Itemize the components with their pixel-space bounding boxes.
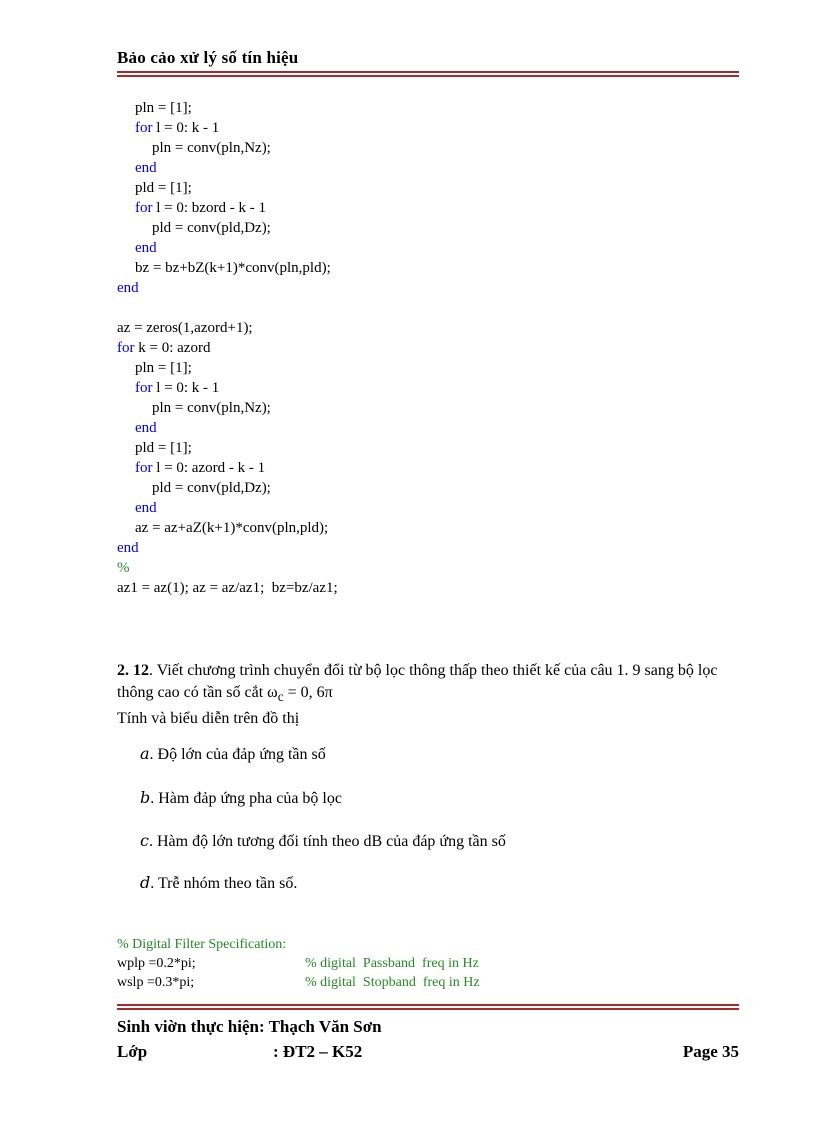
code-line: %	[117, 560, 130, 576]
code-line: end	[135, 160, 157, 176]
list-item: d. Trễ nhóm theo tần số.	[140, 873, 298, 892]
code-line: end	[135, 420, 157, 436]
code-line: end	[117, 280, 139, 296]
code-line: pln = [1];	[135, 100, 192, 116]
code-line: for l = 0: k - 1	[135, 380, 220, 396]
code-line: pld = conv(pld,Dz);	[152, 480, 271, 496]
exercise-number: 2. 12	[117, 662, 149, 679]
code-comment: % Digital Filter Specification:	[117, 937, 287, 952]
code-line: end	[135, 500, 157, 516]
code-line: pld = conv(pld,Dz);	[152, 220, 271, 236]
code-line: wplp =0.2*pi; % digital Passband freq in Hz	[117, 956, 479, 971]
code-line: end	[117, 540, 139, 556]
code-line: pld = [1];	[135, 440, 192, 456]
code-line: pln = conv(pln,Nz);	[152, 140, 271, 156]
code-line: end	[135, 240, 157, 256]
code-line: pld = [1];	[135, 180, 192, 196]
code-line: for l = 0: k - 1	[135, 120, 220, 136]
class-label: Lớp	[117, 1042, 148, 1061]
code-line: az = az+aZ(k+1)*conv(pln,pld);	[135, 520, 329, 536]
code-comment: % digital Stopband freq in Hz	[305, 975, 480, 990]
code-line: for k = 0: azord	[117, 340, 211, 356]
exercise-statement	[117, 660, 742, 708]
code-line: az1 = az(1); az = az/az1; bz=bz/az1;	[117, 580, 338, 596]
code-line: pln = [1];	[135, 360, 192, 376]
list-item: b. Hàm đảp ứng pha của bộ lọc	[140, 788, 342, 807]
list-item: c. Hàm độ lớn tương đối tính theo dB của đáp ứng tần số	[140, 831, 506, 850]
code-line: az = zeros(1,azord+1);	[117, 320, 253, 336]
list-item: a. Độ lớn của đảp ứng tần số	[140, 744, 326, 763]
header-rule	[117, 71, 739, 77]
code-block	[117, 98, 338, 598]
code-line: wslp =0.3*pi; % digital Stopband freq in Hz	[117, 975, 480, 990]
footer-class-row	[117, 1039, 739, 1064]
code-line: bz = bz+bZ(k+1)*conv(pln,pld);	[135, 260, 331, 276]
page-number: Page 35	[682, 1042, 739, 1061]
exercise-subtitle: Tính và biểu diễn trên đồ thị	[117, 710, 300, 728]
footer	[117, 1014, 739, 1064]
code-line: pln = conv(pln,Nz);	[152, 400, 271, 416]
exercise-text-2: = 0, 6π	[283, 684, 333, 701]
code-line: for l = 0: bzord - k - 1	[135, 200, 266, 216]
student-label: Sinh viờn thực hiện:	[117, 1017, 265, 1036]
code-line	[117, 298, 338, 318]
student-name: Thạch Văn Sơn	[268, 1017, 382, 1036]
code-comment: % digital Passband freq in Hz	[305, 956, 479, 971]
class-value: : ĐT2 – K52	[273, 1042, 363, 1061]
exercise-section	[117, 660, 742, 730]
footer-rule	[117, 1004, 739, 1010]
footer-student-row	[117, 1014, 739, 1039]
exercise-subscript: c	[277, 689, 284, 705]
code-block-2	[117, 935, 480, 992]
exercise-text-1: . Viết chương trình chuyển đổi từ bộ lọc thông thấp theo thiết kế của câu 1. 9 sang bộ lọc thông cao có tần số cắt ω	[117, 662, 718, 701]
code-line: for l = 0: azord - k - 1	[135, 460, 266, 476]
header-title: Bảo cảo xử lý số tín hiệu	[117, 48, 299, 67]
